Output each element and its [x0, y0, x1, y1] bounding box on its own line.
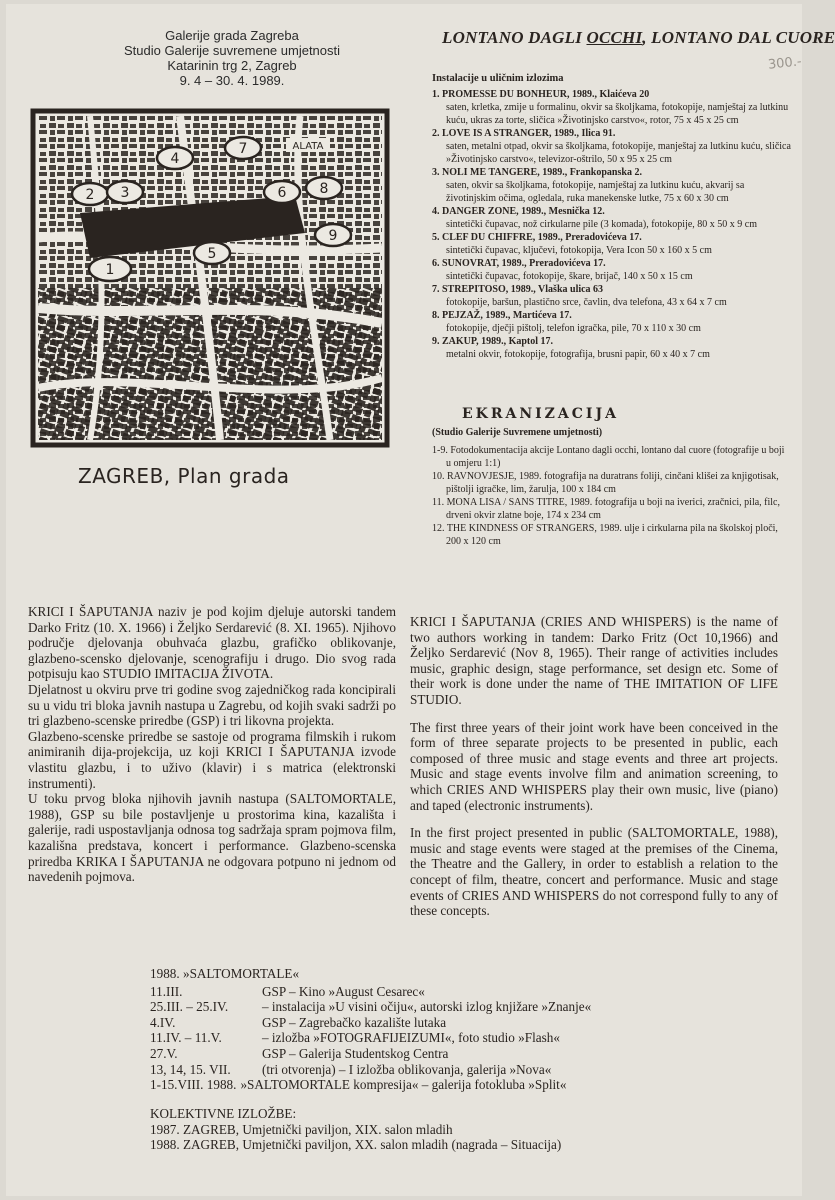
- list-item: [432, 257, 792, 283]
- row-text: (tri otvorenja) – I izložba oblikovanja, galerija »Nova«: [262, 1061, 552, 1077]
- paragraph: Glazbeno-scenske priredbe se sastoje od programa filmskih i rukom animiranih dija-projekcija, uz koji KRICI I ŠAPUTANJA izvode vlastitu glazbu, i to uživo (klavir) i s matrica (elektronski instrumenti).: [28, 728, 396, 791]
- collective-exhibitions: [150, 1106, 790, 1153]
- collective-row: 1987. ZAGREB, Umjetnički paviljon, XIX. salon mladih: [150, 1121, 453, 1137]
- map-caption: ZAGREB, Plan grada: [78, 464, 290, 488]
- item-title: 10. RAVNOVJESJE, 1989. fotografija na duratrans foliji, cinčani klišei za knjigotisak,: [432, 471, 779, 482]
- item-title: 11. MONA LISA / SANS TITRE, 1989. fotografija u boji na iverici, zračnici, pila, filc,: [432, 497, 780, 508]
- item-desc: sintetički čupavac, ključevi, fotokopija, Vera Icon 50 x 160 x 5 cm: [446, 245, 712, 256]
- item-title: 12. THE KINDNESS OF STRANGERS, 1989. ulje i cirkularna pila na školskoj ploči,: [432, 523, 778, 534]
- list-item: [432, 309, 792, 335]
- paragraph: U toku prvog bloka njihovih javnih nastupa (SALTOMORTALE, 1988), GSP su bile postavljenje u prostorima kina, kazališta i galerije, radi uspostavljanja odnosa tog sadržaja spram pojmova film, kazališna predstava, koncert i performance. Glazbeno-scenska priredba KRIKA I ŠAPUTANJA ne odgovara potpuno ni jednom od navedenih pojmova.: [28, 791, 396, 885]
- item-title: 9. ZAKUP, 1989., Kaptol 17.: [432, 336, 554, 347]
- list-item: [432, 496, 792, 522]
- ekranizacija-heading: EKRANIZACIJA: [462, 406, 619, 422]
- item-desc: 200 x 120 cm: [446, 536, 501, 547]
- list-item: [432, 444, 792, 470]
- row-date: 1-15.VIII. 1988.: [150, 1077, 237, 1093]
- chronology-heading: 1988. »SALTOMORTALE«: [150, 966, 300, 981]
- item-desc: saten, metalni otpad, okvir sa školjkama, fotokopije, manještaj za lutkinu kuću, sličica »Životinjsko carstvo«, televizor-oštrilo, 50 x 95 x 25 cm: [446, 141, 791, 165]
- item-desc: pištolji igračke, lim, žarulja, 100 x 184 cm: [446, 484, 616, 495]
- row-text: GSP – Kino »August Cesarec«: [262, 983, 425, 999]
- row-date: 4.IV.: [150, 1014, 176, 1030]
- row-text: – instalacija »U visini očiju«, autorski izlog knjižare »Znanje«: [262, 999, 592, 1015]
- catalog-page: [6, 4, 835, 1196]
- title-part: LONTANO DAGLI: [442, 28, 587, 47]
- item-title: 1. PROMESSE DU BONHEUR, 1989., Klaićeva 20: [432, 89, 650, 100]
- row-text: GSP – Zagrebačko kazalište lutaka: [262, 1014, 447, 1030]
- list-item: [432, 335, 792, 361]
- map-marker-label: 1: [105, 262, 115, 278]
- chronology-row: [150, 1015, 790, 1031]
- chronology-row: [150, 984, 790, 1000]
- header-line: Katarinin trg 2, Zagreb: [167, 58, 297, 73]
- item-desc: drveni okvir zlatne boje, 174 x 234 cm: [446, 510, 601, 521]
- paragraph: In the first project presented in public (SALTOMORTALE, 1988), music and stage events were staged at the premises of the Cinema, the Theatre and the Gallery, in order to establish a relation to the concept of film, theatre, concert and performance. Music and stage events of CRIES AND WHISPERS do not correspond fully to any of these concepts.: [410, 825, 778, 919]
- item-desc: saten, krletka, zmije u formalinu, okvir sa školjkama, fotokopije, namještaj za lutkinu kuću, ukras za torte, sličica »Životinjsko carstvo«, rotor, 75 x 45 x 25 cm: [446, 102, 789, 126]
- item-desc: u omjeru 1:1): [446, 458, 501, 469]
- map-street-label: ALATA: [292, 141, 324, 152]
- item-title: 7. STREPITOSO, 1989., Vlaška ulica 63: [432, 284, 604, 295]
- paragraph: KRICI I ŠAPUTANJA (CRIES AND WHISPERS) is the name of two authors working in tandem: Darko Fritz (Oct 10,1966) and Željko Serdarević (Nov 8, 1965). Their range of activities includes music, graphic design, stage performance, set design etc. Some of their work is done under the name of THE IMITATION OF LIFE STUDIO.: [410, 614, 778, 707]
- list-item: [432, 166, 792, 205]
- croatian-text-column: [28, 604, 396, 885]
- chronology-row: [150, 1030, 790, 1046]
- header-line: Studio Galerije suvremene umjetnosti: [123, 43, 341, 58]
- item-desc: metalni okvir, fotokopije, fotografija, brusni papir, 60 x 40 x 7 cm: [446, 349, 710, 360]
- row-date: 11.III.: [150, 983, 183, 999]
- list-item: [432, 127, 792, 166]
- item-desc: fotokopije, baršun, plastično srce, čavlin, dva telefona, 43 x 64 x 7 cm: [446, 297, 727, 308]
- list-item: [432, 522, 792, 548]
- chronology: [150, 966, 790, 1093]
- map-marker-label: 4: [170, 151, 180, 167]
- item-title: 6. SUNOVRAT, 1989., Preradovićeva 17.: [432, 258, 606, 269]
- row-text: »SALTOMORTALE kompresija« – galerija fotokluba »Split«: [240, 1077, 567, 1093]
- title-part: , LONTANO DAL CUORE: [642, 28, 835, 47]
- chronology-row: [150, 1046, 790, 1062]
- item-desc: sintetički čupavac, fotokopije, škare, brijač, 140 x 50 x 15 cm: [446, 271, 693, 282]
- row-date: 27.V.: [150, 1045, 178, 1061]
- ekranizacija-subheading: (Studio Galerije Suvremene umjetnosti): [432, 427, 603, 438]
- collective-row: 1988. ZAGREB, Umjetnički paviljon, XX. salon mladih (nagrada – Situacija): [150, 1137, 562, 1153]
- chronology-row: [150, 999, 790, 1015]
- map-marker-label: 8: [319, 181, 329, 197]
- row-date: 25.III. – 25.IV.: [150, 999, 229, 1015]
- installations-list: [432, 88, 792, 361]
- item-title: 2. LOVE IS A STRANGER, 1989., Ilica 91.: [432, 128, 616, 139]
- collective-heading: KOLEKTIVNE IZLOŽBE:: [150, 1106, 297, 1121]
- paragraph: Djelatnost u okviru prve tri godine svog zajedničkog rada koncipirali su u vidu tri bloka javnih nastupa u Zagrebu, od kojih svaki sadrži po tri glazbeno-scenske priredbe (GSP) i tri likovna projekta.: [28, 681, 396, 729]
- item-title: 1-9. Fotodokumentacija akcije Lontano dagli occhi, lontano dal cuore (fotografije u boji: [432, 445, 785, 456]
- header-line: 9. 4 – 30. 4. 1989.: [179, 73, 285, 88]
- list-item: [432, 205, 792, 231]
- map-marker-label: 9: [328, 228, 338, 244]
- header-line: Galerije grada Zagreba: [165, 28, 299, 43]
- row-text: – izložba »FOTOGRAFIJEIZUMI«, foto studio »Flash«: [262, 1030, 560, 1046]
- item-title: 5. CLEF DU CHIFFRE, 1989., Preradovićeva 17.: [432, 232, 642, 243]
- exhibition-title: [442, 28, 835, 48]
- item-desc: fotokopije, dječji pištolj, telefon igračka, pile, 70 x 110 x 30 cm: [446, 323, 701, 334]
- list-item: [432, 88, 792, 127]
- paragraph: KRICI I ŠAPUTANJA naziv je pod kojim djeluje autorski tandem Darko Fritz (10. X. 1966) i Željko Serdarević (8. XI. 1965). Njihovo područje djelovanja obuhvaća glazbu, grafičko oblikovanje, glazbeno-scensko djelovanje, scenografiju i drugo. Dio svog rada potpisuju kao STUDIO IMITACIJA ŽIVOTA.: [28, 604, 396, 682]
- item-title: 8. PEJZAŽ, 1989., Martićeva 17.: [432, 310, 572, 321]
- map-marker-label: 6: [277, 185, 287, 201]
- item-desc: sintetički čupavac, nož cirkularne pile (3 komada), fotokopije, 80 x 50 x 9 cm: [446, 219, 758, 230]
- row-text: GSP – Galerija Studentskog Centra: [262, 1045, 449, 1061]
- list-item: [432, 470, 792, 496]
- map-marker-label: 7: [238, 141, 248, 157]
- list-item: [432, 231, 792, 257]
- row-date: 13, 14, 15. VII.: [150, 1061, 231, 1077]
- map-marker-label: 2: [85, 187, 95, 203]
- title-part: OCCHI: [586, 28, 643, 47]
- item-title: 4. DANGER ZONE, 1989., Mesnička 12.: [432, 206, 605, 217]
- gallery-header: [82, 28, 382, 88]
- chronology-row: [150, 1077, 790, 1093]
- item-title: 3. NOLI ME TANGERE, 1989., Frankopanska 2.: [432, 167, 642, 178]
- installations-heading: Instalacije u uličnim izlozima: [432, 73, 564, 84]
- list-item: [432, 283, 792, 309]
- map-marker-label: 3: [120, 185, 130, 201]
- row-date: 11.IV. – 11.V.: [150, 1030, 222, 1046]
- paragraph: The first three years of their joint work have been conceived in the form of three separate projects to be presented in public, each composed of three music and stage events and three art projects. Music and stage events involve film and animation screening, to which CRIES AND WHISPERS play their own music, live (piano) and taped (electronic instruments).: [410, 719, 778, 813]
- chronology-row: [150, 1062, 790, 1078]
- item-desc: saten, okvir sa školjkama, fotokopije, namještaj za lutkinu kuću, akvarij sa životinjskim očima, ogledala, ruka manekenske lutke, 75 x 60 x 30 cm: [446, 180, 745, 204]
- city-map: [30, 108, 390, 448]
- map-marker-label: 5: [207, 246, 217, 262]
- ekranizacija-list: [432, 444, 792, 548]
- english-text-column: [410, 614, 778, 931]
- pencil-price-note: 300.-: [767, 54, 803, 73]
